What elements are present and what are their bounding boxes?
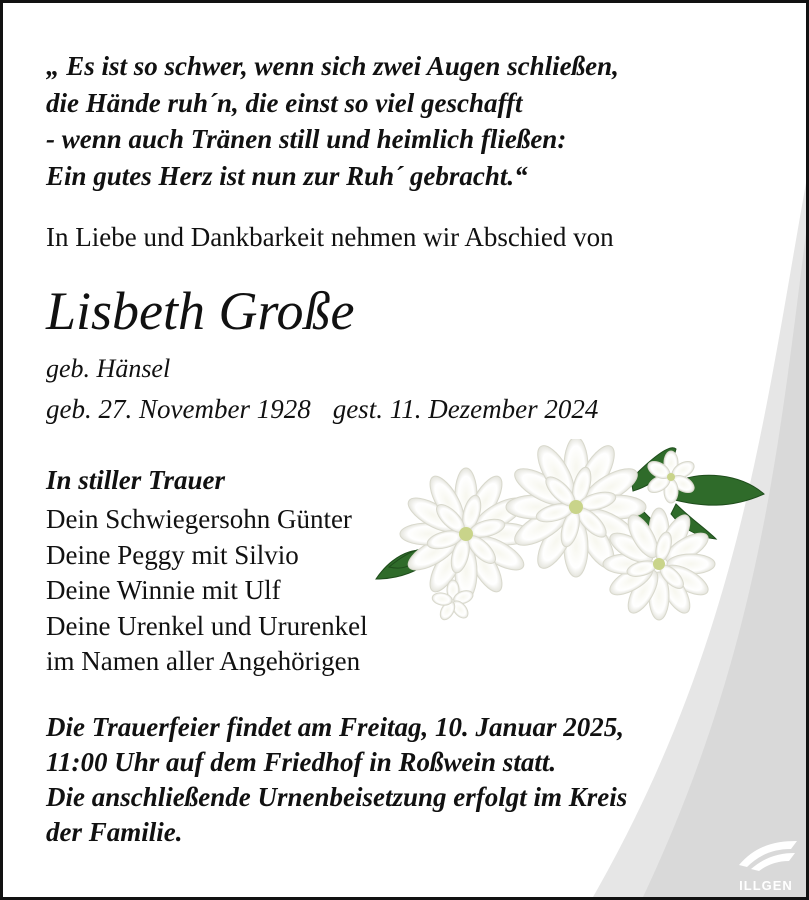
swoosh-logo-icon [731,835,801,875]
poem-line: „ Es ist so schwer, wenn sich zwei Augen schließen, [46,51,619,81]
farewell-intro: In Liebe und Dankbarkeit nehmen wir Abschied von [46,222,614,252]
mourner-item: Dein Schwiegersohn Günter [46,504,352,534]
illgen-logo [731,835,801,893]
ceremony-line: Die Trauerfeier findet am Freitag, 10. Januar 2025, [46,712,624,742]
mourner-item: im Namen aller Angehörigen [46,646,361,676]
death-date: gest. 11. Dezember 2024 [332,394,599,424]
poem-line: - wenn auch Tränen still und heimlich fließen: [46,124,567,154]
chrysanthemum-flowers-image [371,439,766,624]
ceremony-line: 11:00 Uhr auf dem Friedhof in Roßwein statt. [46,747,557,777]
poem-line: Ein gutes Herz ist nun zur Ruh´ gebracht.“ [46,160,528,191]
birth-name: geb. Hänsel [46,354,171,383]
ceremony-info [46,710,627,850]
mourners-list [46,502,368,680]
mourning-heading: In stiller Trauer [46,465,226,495]
deceased-name: Lisbeth Große [46,281,355,341]
ceremony-line: Die anschließende Urnenbeisetzung erfolgt im Kreis [46,782,628,812]
mourner-item: Deine Urenkel und Ururenkel [46,610,368,641]
ceremony-line: der Familie. [46,817,183,847]
flower [400,468,532,600]
poem-verse [46,48,619,194]
mourner-item: Deine Peggy mit Silvio [46,539,299,570]
life-dates [46,393,598,425]
mourner-item: Deine Winnie mit Ulf [46,575,281,605]
logo-text: ILLGEN [739,878,793,893]
poem-line: die Hände ruh´n, die einst so viel geschafft [46,87,523,118]
birth-date: geb. 27. November 1928 [46,394,311,424]
